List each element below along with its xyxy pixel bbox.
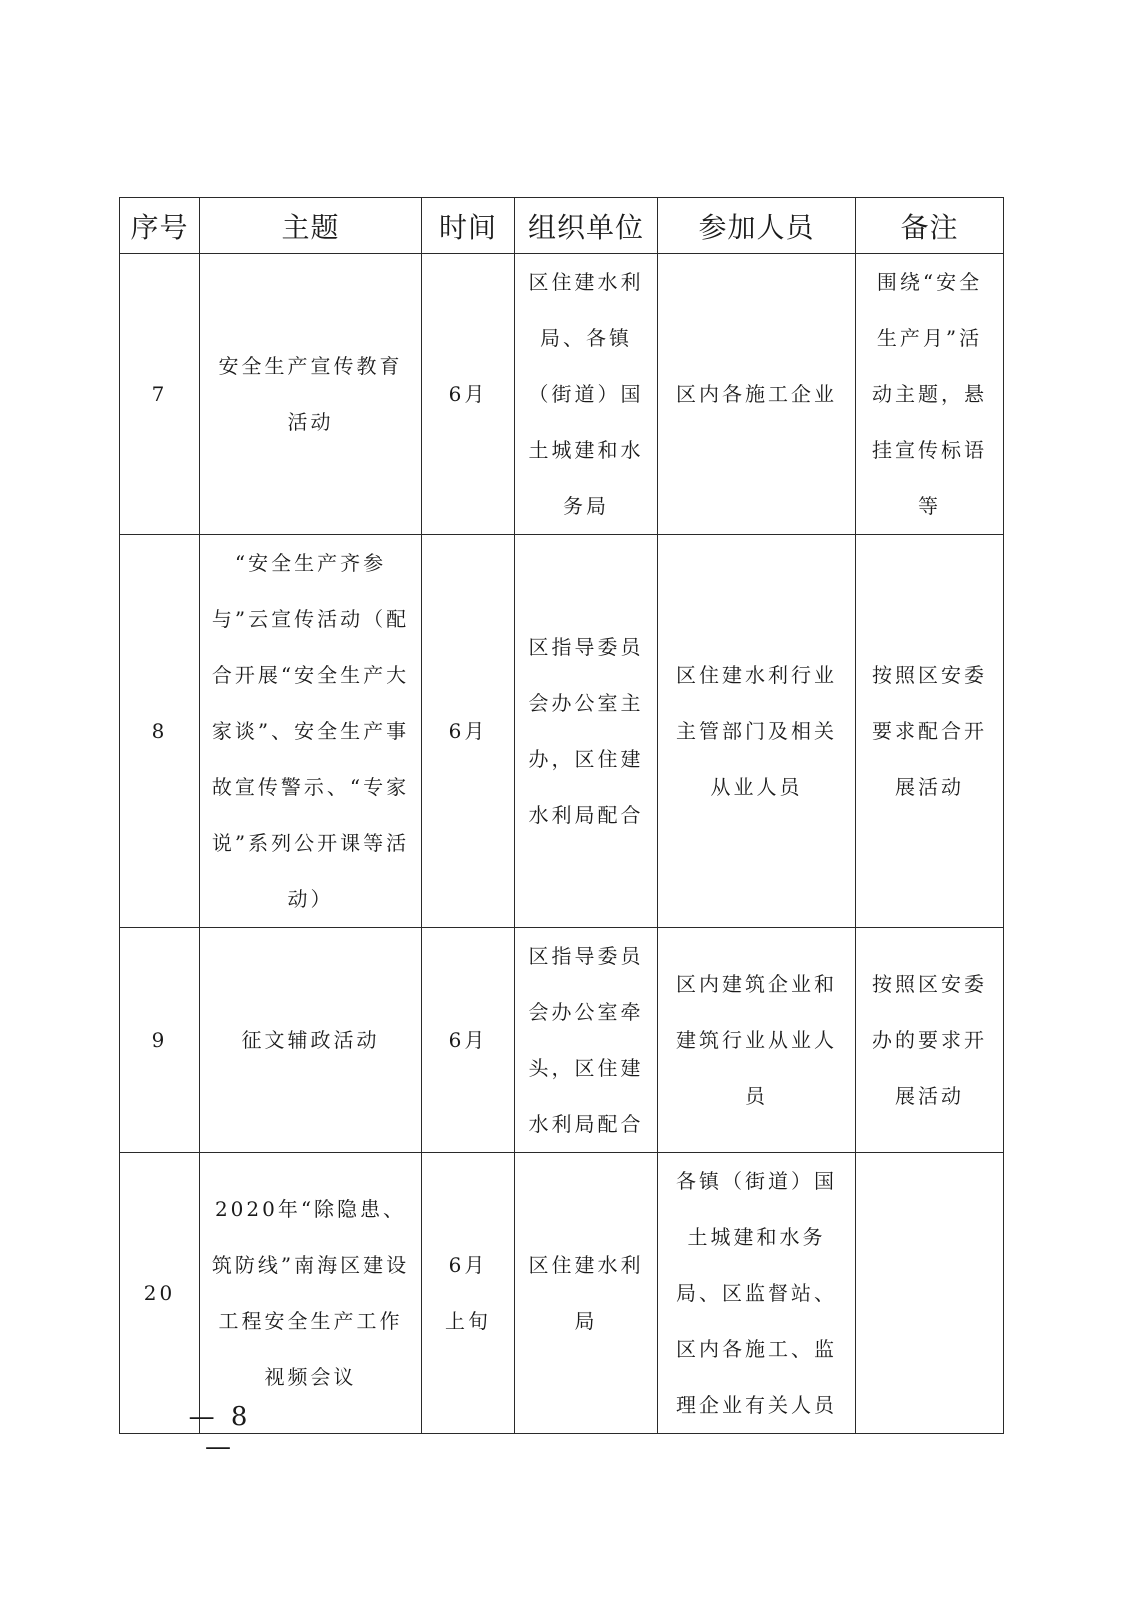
page-number: — 8 — [188,1402,252,1462]
cell-participants: 区内建筑企业和建筑行业从业人员 [658,928,856,1153]
cell-participants: 区住建水利行业主管部门及相关从业人员 [658,535,856,928]
table-row [120,928,1004,1153]
header-time: 时间 [422,198,515,254]
table-header-row [120,198,1004,254]
table-row [120,1153,1004,1434]
cell-topic: 2020年“除隐患、筑防线”南海区建设工程安全生产工作视频会议 [200,1153,422,1434]
cell-time: 6月 [422,535,515,928]
cell-organizer: 区指导委员会办公室主办，区住建水利局配合 [515,535,658,928]
header-organizer: 组织单位 [515,198,658,254]
cell-organizer: 区指导委员会办公室牵头，区住建水利局配合 [515,928,658,1153]
header-participants: 参加人员 [658,198,856,254]
cell-organizer: 区住建水利局、各镇（街道）国土城建和水务局 [515,254,658,535]
cell-no: 8 [120,535,200,928]
header-remarks: 备注 [856,198,1004,254]
activity-table [119,197,1004,1434]
cell-time: 6月 [422,928,515,1153]
table-row [120,254,1004,535]
cell-remarks: 按照区安委要求配合开展活动 [856,535,1004,928]
cell-remarks: 围绕“安全生产月”活动主题，悬挂宣传标语等 [856,254,1004,535]
cell-organizer: 区住建水利局 [515,1153,658,1434]
header-topic: 主题 [200,198,422,254]
cell-participants: 各镇（街道）国土城建和水务局、区监督站、区内各施工、监理企业有关人员 [658,1153,856,1434]
cell-remarks [856,1153,1004,1434]
cell-time: 6月上旬 [422,1153,515,1434]
cell-topic: 征文辅政活动 [200,928,422,1153]
cell-no: 7 [120,254,200,535]
cell-no: 9 [120,928,200,1153]
table-row [120,535,1004,928]
cell-participants: 区内各施工企业 [658,254,856,535]
cell-remarks: 按照区安委办的要求开展活动 [856,928,1004,1153]
header-no: 序号 [120,198,200,254]
cell-topic: “安全生产齐参与”云宣传活动（配合开展“安全生产大家谈”、安全生产事故宣传警示、“专家说”系列公开课等活动） [200,535,422,928]
cell-time: 6月 [422,254,515,535]
cell-no: 20 [120,1153,200,1434]
cell-topic: 安全生产宣传教育活动 [200,254,422,535]
